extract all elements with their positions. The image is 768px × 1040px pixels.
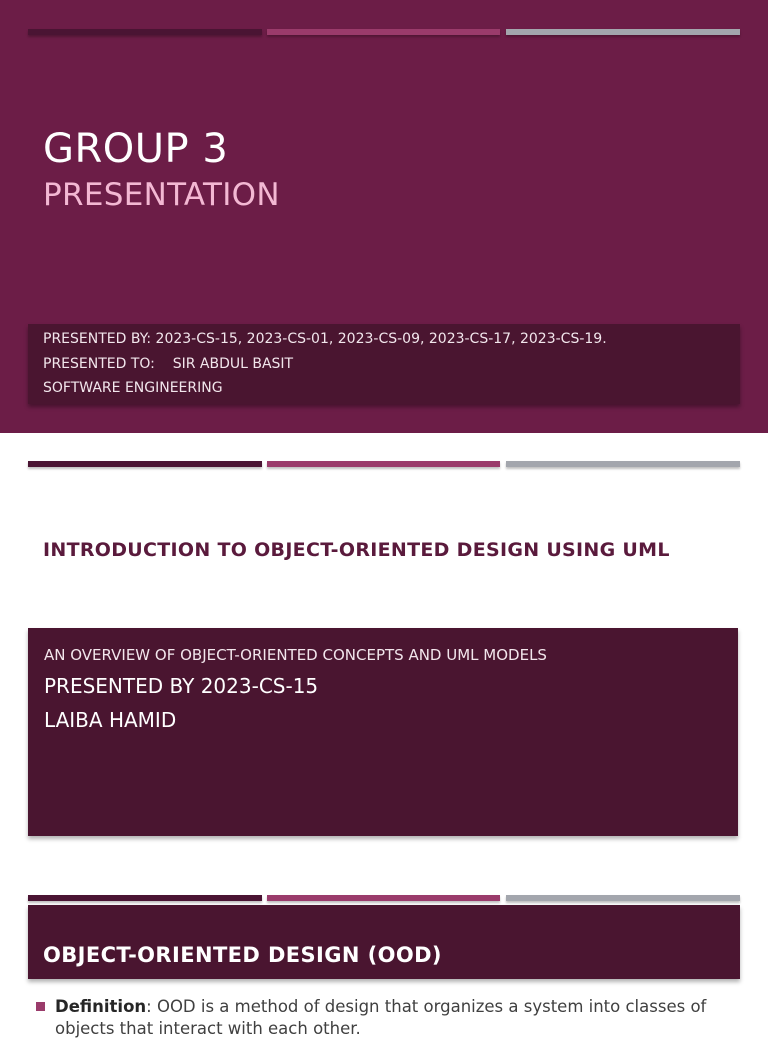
presenter-info-box [28, 324, 740, 404]
title-slide [0, 0, 768, 433]
bullet-definition: : OOD is a method of design that organizes a system into classes of objects that interact with each other. [55, 997, 707, 1038]
accent-bars [28, 29, 740, 35]
accent-bar-magenta [267, 29, 500, 35]
accent-bar-dark [28, 461, 262, 467]
overview-subtitle: AN OVERVIEW OF OBJECT-ORIENTED CONCEPTS AND UML MODELS [44, 646, 547, 664]
accent-bars [28, 895, 740, 901]
slide-title: OBJECT-ORIENTED DESIGN (OOD) [43, 943, 442, 967]
bullet-term: Definition [55, 997, 147, 1016]
bullet-text [36, 996, 736, 1040]
course-line: SOFTWARE ENGINEERING [43, 380, 223, 396]
accent-bar-dark [28, 895, 262, 901]
accent-bar-magenta [267, 461, 500, 467]
accent-bar-magenta [267, 895, 500, 901]
presented-by-line: PRESENTED BY: 2023-CS-15, 2023-CS-01, 2023-CS-09, 2023-CS-17, 2023-CS-19. [43, 331, 607, 347]
ood-slide [0, 895, 768, 1038]
accent-bar-gray [506, 895, 740, 901]
slide-subtitle: PRESENTATION [43, 177, 280, 213]
slide-title: INTRODUCTION TO OBJECT-ORIENTED DESIGN USING UML [43, 539, 670, 561]
slide-title: GROUP 3 [43, 126, 229, 172]
intro-slide [0, 433, 768, 895]
accent-bar-gray [506, 29, 740, 35]
accent-bars [28, 461, 740, 467]
bullet-item [36, 996, 736, 1040]
presenter-name-line: LAIBA HAMID [44, 708, 177, 732]
accent-bar-dark [28, 29, 262, 35]
presenter-id-line: PRESENTED BY 2023-CS-15 [44, 674, 319, 698]
square-bullet-icon [36, 1002, 45, 1011]
presented-to-line: PRESENTED TO: SIR ABDUL BASIT [43, 356, 294, 372]
accent-bar-gray [506, 461, 740, 467]
overview-box [28, 628, 738, 836]
slide-header-box [28, 905, 740, 979]
